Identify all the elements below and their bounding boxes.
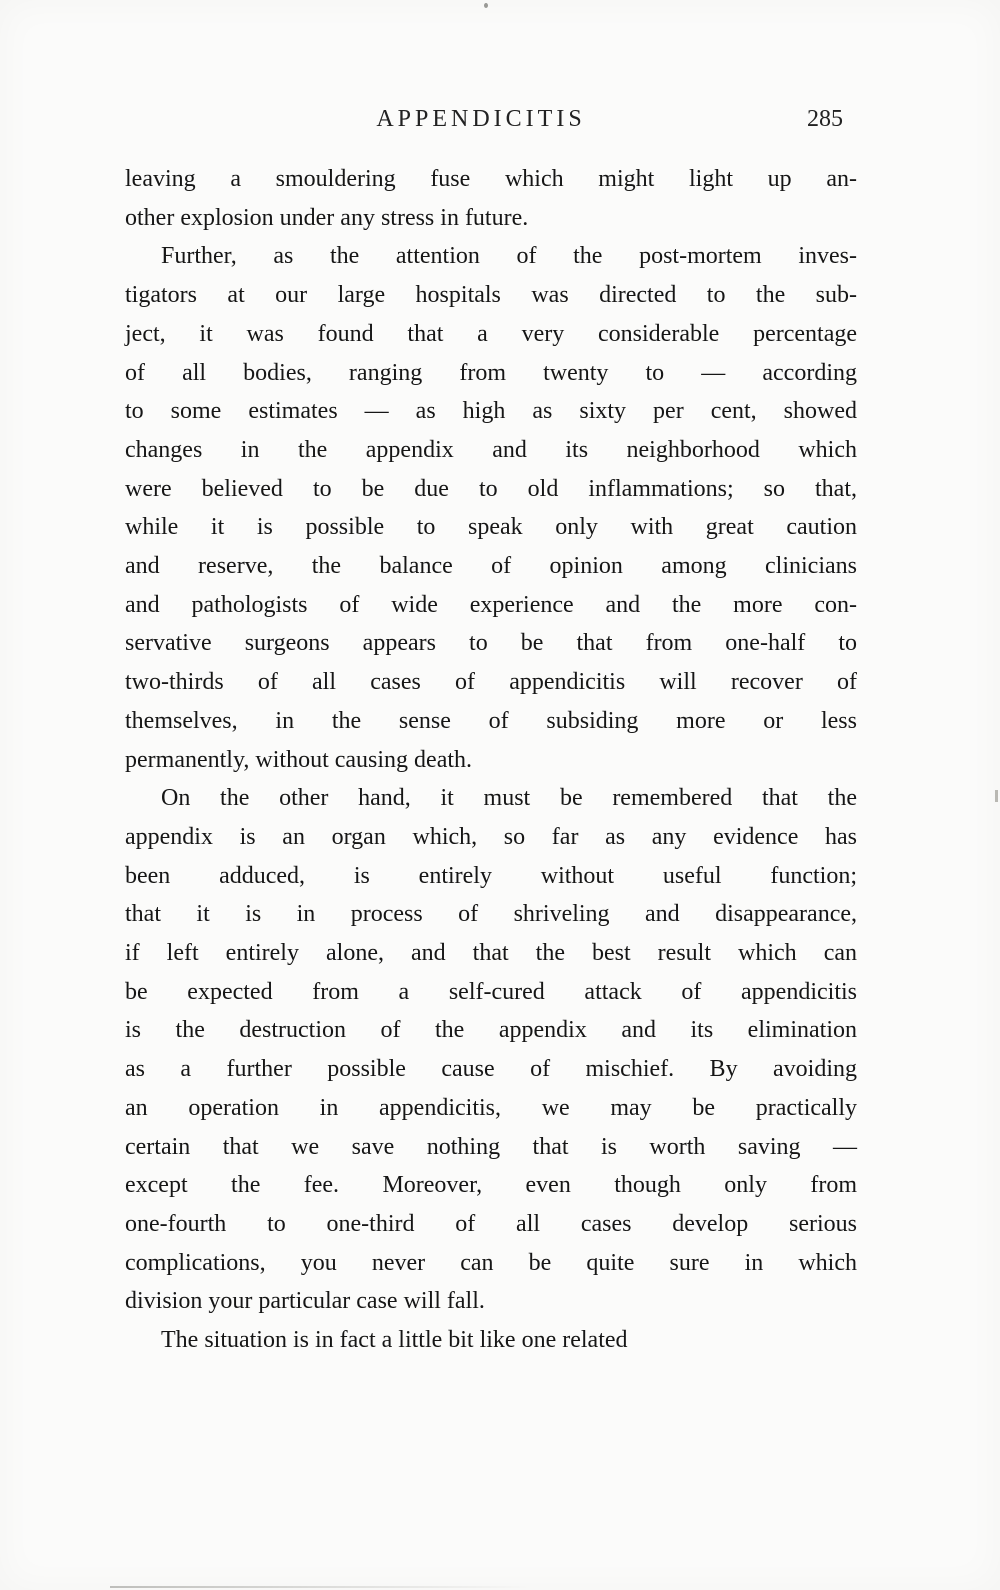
text-line: Further, as the attention of the post-mortem inves- xyxy=(161,243,857,270)
text-line: one-fourth to one-third of all cases develop serious xyxy=(125,1210,857,1237)
text-line: tigators at our large hospitals was directed to the sub- xyxy=(125,282,857,309)
scan-artifact-top xyxy=(484,3,488,8)
text-line: if left entirely alone, and that the best result which can xyxy=(125,940,857,967)
text-line: division your particular case will fall. xyxy=(125,1288,485,1315)
text-line: ject, it was found that a very considerable percentage xyxy=(125,320,857,347)
text-line: On the other hand, it must be remembered that the xyxy=(161,785,857,812)
text-line: as a further possible cause of mischief. By avoiding xyxy=(125,1056,857,1083)
text-line: is the destruction of the appendix and its elimination xyxy=(125,1017,857,1044)
page-number: 285 xyxy=(807,106,843,132)
text-line: other explosion under any stress in future. xyxy=(125,204,529,231)
text-line: and pathologists of wide experience and the more con- xyxy=(125,591,857,618)
text-line: certain that we save nothing that is worth saving — xyxy=(125,1133,857,1160)
text-line: and reserve, the balance of opinion among clinicians xyxy=(125,553,857,580)
text-line: were believed to be due to old inflammations; so that, xyxy=(125,475,857,502)
text-line: except the fee. Moreover, even though only from xyxy=(125,1172,857,1199)
text-line: The situation is in fact a little bit like one related xyxy=(161,1327,628,1354)
text-line: been adduced, is entirely without useful function; xyxy=(125,862,857,889)
text-line: themselves, in the sense of subsiding more or less xyxy=(125,707,857,734)
text-block xyxy=(125,160,857,1360)
scan-artifact-bottom-edge xyxy=(110,1586,530,1588)
running-header xyxy=(125,106,857,140)
text-line: while it is possible to speak only with great caution xyxy=(125,514,857,541)
scan-artifact-right-edge xyxy=(995,790,998,802)
text-line: leaving a smouldering fuse which might light up an- xyxy=(125,166,857,192)
text-line: complications, you never can be quite sure in which xyxy=(125,1249,857,1276)
paragraph xyxy=(125,779,857,1321)
paragraph xyxy=(125,237,857,779)
paragraph xyxy=(125,160,857,237)
text-line: permanently, without causing death. xyxy=(125,746,473,773)
paragraph xyxy=(125,1321,857,1360)
text-line: two-thirds of all cases of appendicitis will recover of xyxy=(125,669,857,696)
text-line: an operation in appendicitis, we may be practically xyxy=(125,1094,857,1121)
text-line: appendix is an organ which, so far as any evidence has xyxy=(125,823,857,850)
text-line: of all bodies, ranging from twenty to — according xyxy=(125,359,857,386)
text-line: be expected from a self-cured attack of appendicitis xyxy=(125,978,857,1005)
text-line: to some estimates — as high as sixty per cent, showed xyxy=(125,398,857,425)
text-line: changes in the appendix and its neighborhood which xyxy=(125,436,857,463)
text-line: that it is in process of shriveling and disappearance, xyxy=(125,901,857,928)
text-line: servative surgeons appears to be that from one-half to xyxy=(125,630,857,657)
chapter-title: APPENDICITIS xyxy=(376,106,586,132)
